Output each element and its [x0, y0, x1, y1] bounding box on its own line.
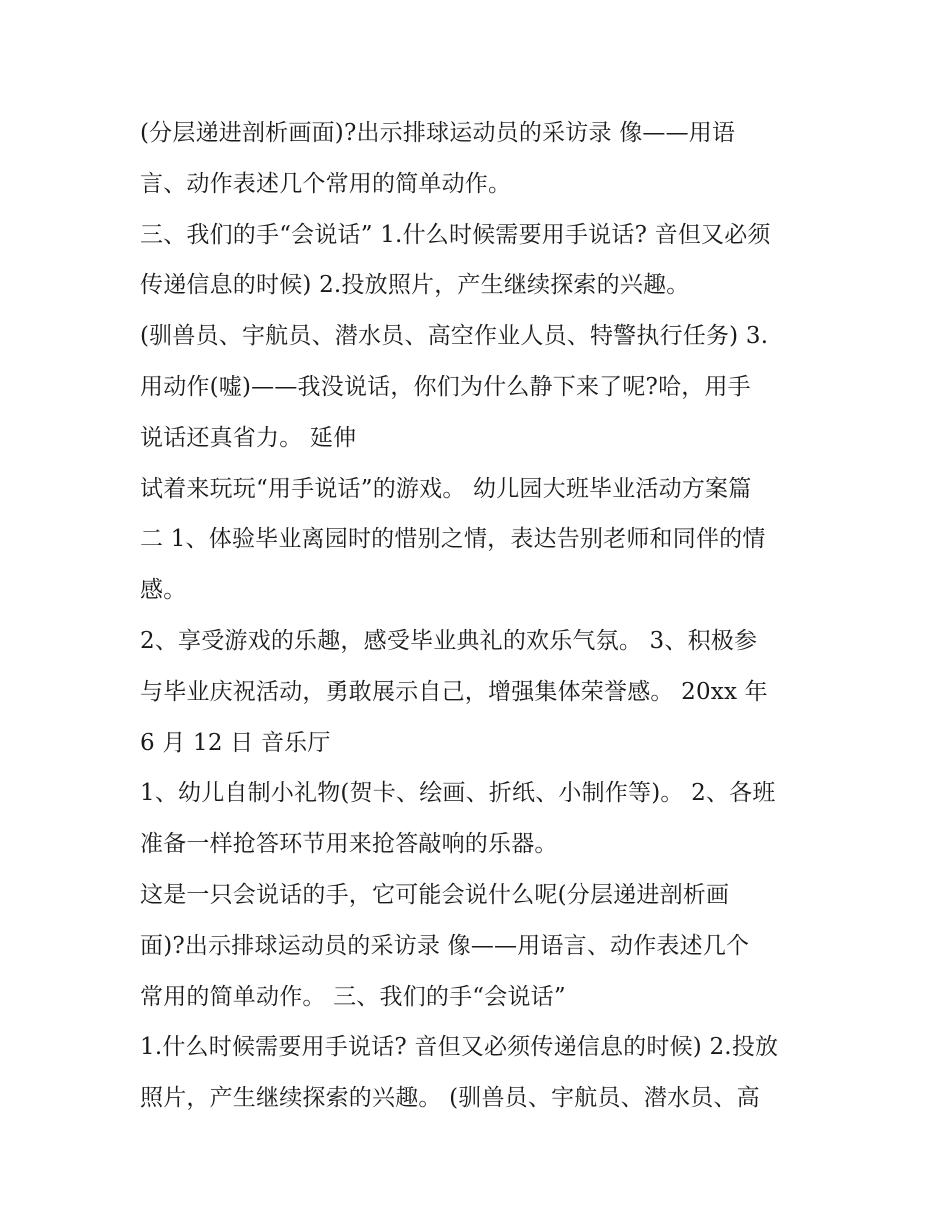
text-line: 言、动作表述几个常用的简单动作。 [140, 170, 512, 197]
text-line: 试着来玩玩“用手说话”的游戏。 幼儿园大班毕业活动方案篇 [140, 475, 752, 502]
text-line: 用动作(嘘)——我没说话，你们为什么静下来了呢?哈，用手 [140, 373, 751, 400]
text-line: (分层递进剖析画面)?出示排球运动员的采访录 像——用语 [140, 120, 736, 146]
text-line: 三、我们的手“会说话” 1.什么时候需要用手说话? 音但又必须 [140, 221, 771, 248]
text-line: 这是一只会说话的手，它可能会说什么呢(分层递进剖析画 [140, 881, 730, 908]
text-line: 照片，产生继续探索的兴趣。 (驯兽员、宇航员、潜水员、高 [140, 1085, 760, 1112]
text-line: 说话还真省力。 延伸 [140, 424, 357, 451]
document-body [140, 108, 820, 1124]
text-line: 感。 [140, 577, 187, 604]
text-line: 常用的简单动作。 三、我们的手“会说话” [140, 983, 566, 1010]
text-line: 与毕业庆祝活动，勇敢展示自己，增强集体荣誉感。 20xx 年 [140, 678, 768, 705]
text-line: 准备一样抢答环节用来抢答敲响的乐器。 [140, 831, 558, 858]
text-line: 1、幼儿自制小礼物(贺卡、绘画、折纸、小制作等)。 2、各班 [140, 780, 776, 807]
text-line: 2、享受游戏的乐趣，感受毕业典礼的欢乐气氛。 3、积极参 [140, 627, 758, 654]
text-line: 传递信息的时候) 2.投放照片，产生继续探索的兴趣。 [140, 272, 690, 299]
text-line: 面)?出示排球运动员的采访录 像——用语言、动作表述几个 [140, 932, 750, 959]
text-line: 二 1、体验毕业离园时的惜别之情，表达告别老师和同伴的情 [140, 526, 766, 553]
text-line: 1.什么时候需要用手说话? 音但又必须传递信息的时候) 2.投放 [140, 1034, 779, 1061]
text-line: 6 月 12 日 音乐厅 [140, 729, 331, 756]
text-line: (驯兽员、宇航员、潜水员、高空作业人员、特警执行任务) 3. [140, 323, 769, 350]
